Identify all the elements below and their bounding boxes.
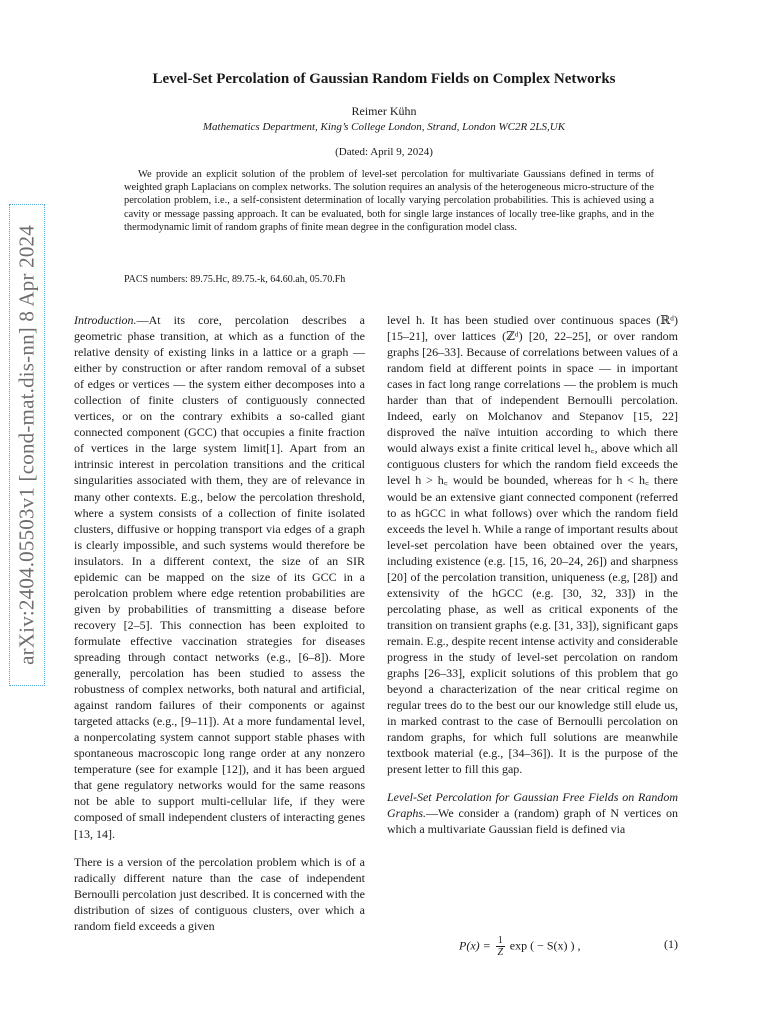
- left-column: [74, 312, 365, 934]
- equation-rhs: exp ( − S(x) ) ,: [509, 938, 581, 953]
- section-paragraph-text: —We consider a (random) graph of N vertices on which a multivariate Gaussian field is defined via: [387, 806, 678, 837]
- arxiv-identifier-text: arXiv:2404.05503v1 [cond-mat.dis-nn] 8 Apr 2024: [14, 225, 39, 665]
- right-column: [387, 312, 678, 838]
- equation-1: [387, 935, 678, 959]
- dated-line: (Dated: April 9, 2024): [335, 146, 433, 158]
- fraction-denominator: Z: [497, 947, 504, 958]
- intro-paragraph: [74, 312, 365, 842]
- equation-fraction: [496, 935, 505, 958]
- section-lead-introduction: Introduction.: [74, 313, 137, 327]
- author-affiliation: Mathematics Department, King’s College London, Strand, London WC2R 2LS,UK: [202, 121, 566, 133]
- abstract: We provide an explicit solution of the problem of level-set percolation for multivariate Gaussians defined in terms of weighted graph Laplacians on complex networks. The solution requires an analysis of the heterogeneous micro-structure of the percolation problem, i.e., a self-consistent determination of locally varying percolation probabilities. This is achieved using a cavity or message passing approach. It can be evaluated, both for single large instances of locally tree-like graphs, and in the thermodynamic limit of random graphs of finite mean degree in the configuration model class.: [124, 169, 654, 233]
- section-paragraph-level-set: [387, 789, 678, 837]
- section-lead-level-set: Level-Set Percolation for Gaussian Free Fields on Random Graphs.: [387, 790, 678, 821]
- pacs-numbers: PACS numbers: 89.75.Hc, 89.75.-k, 64.60.ah, 05.70.Fh: [124, 274, 346, 285]
- equation-lhs: P(x) =: [459, 938, 491, 953]
- arxiv-identifier-stamp[interactable]: [10, 205, 44, 685]
- author-name: Reimer Kühn: [351, 104, 417, 118]
- fraction-numerator: 1: [497, 935, 503, 946]
- equation-number: (1): [664, 937, 678, 951]
- right-paragraph: level h. It has been studied over continuous spaces (ℝᵈ) [15–21], over lattices (ℤᵈ) [20, 22–25], or over random graphs [26–33]. Because of correlations between values of a random field at different points in space — in important cases in fact long range correlations — the problem is much harder than that of independent Bernoulli percolation. Indeed, early on Molchanov and Stepanov [15, 22] disproved the naïve intuition according to which there would always exist a finite critical level h꜀, above which all contiguous clusters for which the random field exceeds the level h > h꜀ would be bounded, whereas for h < h꜀ there would be an extensive giant connected component (referred to as hGCC in what follows) over which the random field exceeds the level h. While a range of important results about level-set percolation have been obtained over the years, including existence (e.g. [15, 16, 20–24, 26]) and sharpness [20] of the percolation transition, uniqueness (e.g, [28]) and extensivity of the hGCC (e.g. [30, 32, 33]) in the percolating phase, as well as critical exponents of the transition on transient graphs (e.g. [31, 33]), significant gaps remain. E.g., despite recent intense activity and considerable progress in the study of level-set percolation on random graphs [26–33], explicit solutions of this problem that go beyond a characterization of the near critical regime on regular trees do to the best our our knowledge still elude us, in marked contrast to the case of Bernoulli percolation on random graphs, for which full solutions are meanwhile textbook material (e.g., [34–36]). It is the purpose of the present letter to fill this gap.: [387, 313, 678, 777]
- paper-title: Level-Set Percolation of Gaussian Random Fields on Complex Networks: [152, 71, 616, 87]
- second-paragraph: There is a version of the percolation problem which is of a radically different nature than the case of independent Bernoulli percolation just described. It is concerned with the distribution of sizes of contiguous clusters, over which a random field exceeds a given: [74, 854, 365, 933]
- intro-paragraph-text: —At its core, percolation describes a geometric phase transition, at which as a function of the relative density of existing links in a lattice or a graph — either by construction or after random removal of a subset of edges or vertices — the system either decomposes into a collection of finite clusters of contiguously connected vertices, or on the contrary exhibits a so-called giant connected component (GCC) that occupies a finite fraction of vertices in the large system limit[1]. Apart from an intrinsic interest in percolation transitions and the critical singularities associated with them, they are of relevance in many other contexts. E.g., below the percolation threshold, where a system consists of a collection of finite isolated clusters, diffusive or hopping transport via edges of a graph is clearly impossible, and such systems would therefore be insulators. In a different context, the size of an SIR epidemic can be mapped on the size of its GCC in a perolcation problem where edge retention probabilities are given by probabilities of transmitting a disease before recovery [2–5]. This connection has been exploited to formulate effective vaccination strategies for diseases spreading through contact networks (e.g., [6–8]). More generally, percolation has been studied to assess the robustness of complex networks, both natural and artificial, against random failures of their components or against targeted attacks (e.g., [9–11]). At a more fundamental level, a nonpercolating system cannot support stable phases with spontaneous macroscopic long range order at any nonzero temperature (see for example [12]), and it has been argued that gene regulatory networks would for the same reasons not be able to support multi-cellular life, if they were composed of small independent clusters of interacting genes [13, 14].: [74, 313, 365, 841]
- equation-body: [459, 935, 581, 958]
